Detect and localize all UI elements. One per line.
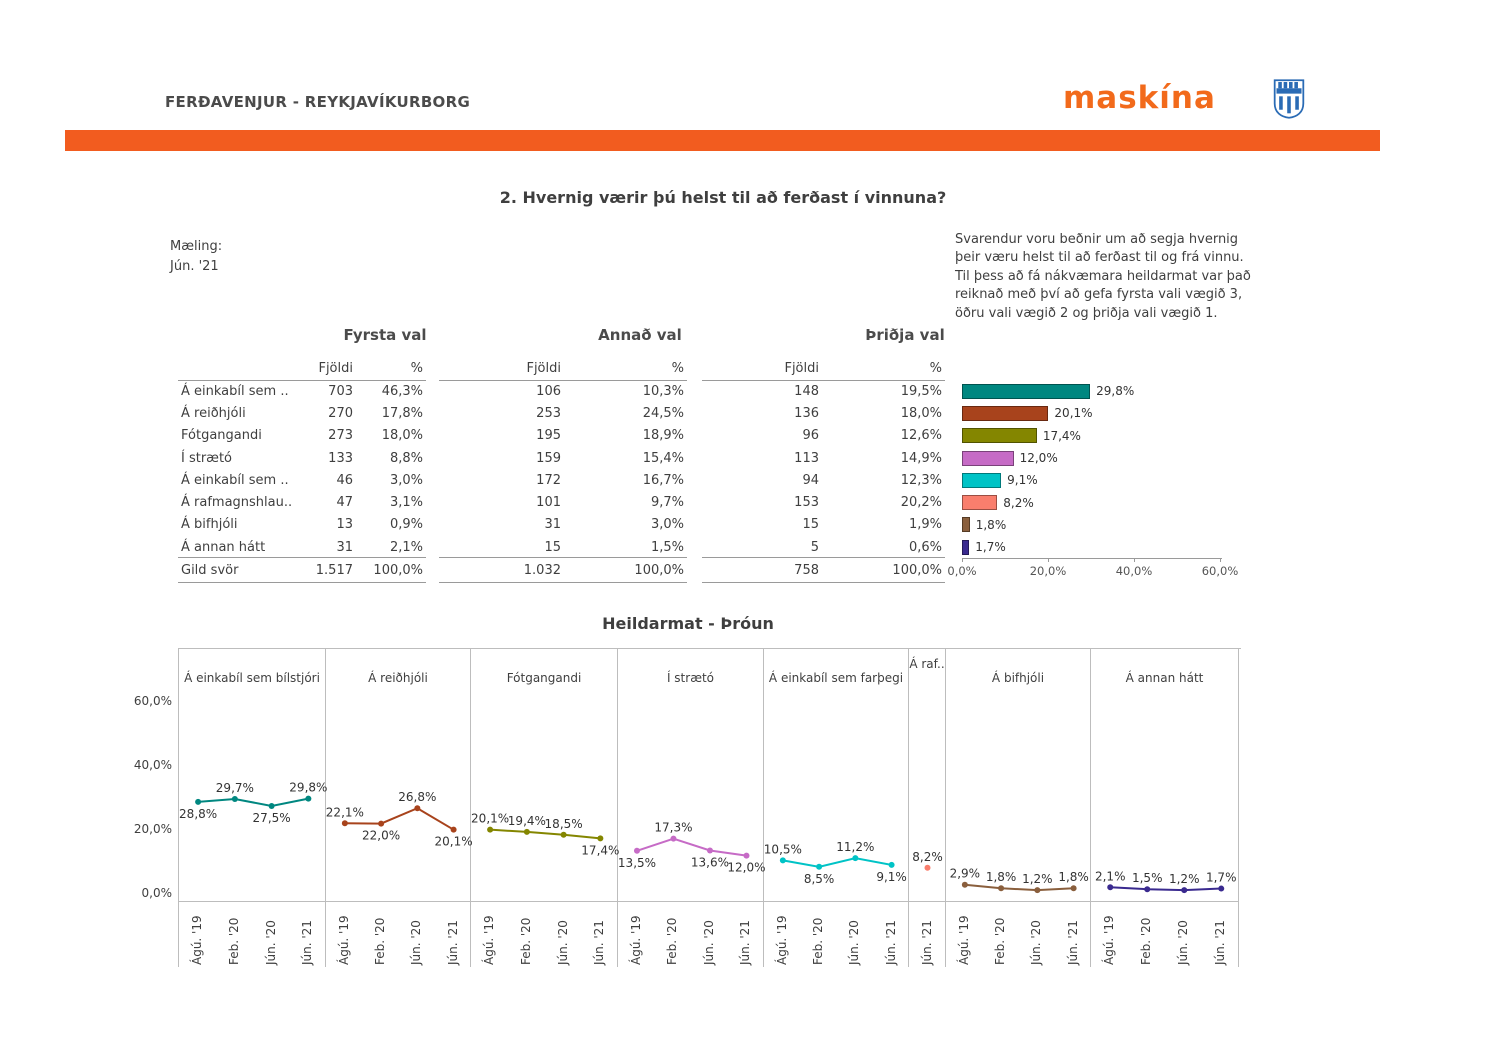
bar-rows (962, 380, 1274, 558)
group-header-third-choice: Þriðja val (865, 326, 945, 344)
empty-cell (178, 357, 308, 381)
table-grid (178, 357, 948, 582)
data-point (707, 847, 713, 853)
x-axis-line (764, 901, 908, 902)
x-axis-tick-label: 40,0% (1115, 564, 1153, 578)
weighted-bar-chart (947, 380, 1274, 595)
trend-section-title: Heildarmat - Þróun (602, 614, 774, 633)
row-label: Í strætó (181, 450, 232, 466)
x-axis-label: Jún. '21 (1213, 920, 1228, 965)
second-choice-count: 1.032 (439, 557, 564, 583)
report-title: FERÐAVENJUR - REYKJAVÍKURBORG (165, 93, 471, 111)
first-choice-pct: 8,8% (389, 450, 423, 466)
column-gap (426, 469, 439, 491)
column-gap (426, 447, 439, 469)
data-point (1218, 886, 1224, 892)
bar (962, 384, 1090, 399)
x-axis-line (179, 901, 325, 902)
bar-value-label: 12,0% (1019, 451, 1058, 466)
panel-title: Á einkabíl sem farþegi (768, 671, 904, 685)
third-choice-count: 148 (794, 383, 819, 399)
data-point (1071, 885, 1077, 891)
column-gap (426, 536, 439, 558)
first-choice-pct: 2,1% (389, 539, 423, 555)
x-axis-line (471, 901, 617, 902)
point-value-label: 28,8% (179, 806, 218, 821)
data-point (269, 803, 275, 809)
x-axis-label: Feb. '20 (226, 917, 241, 965)
x-axis-label: Jún. '20 (1029, 920, 1044, 965)
bar-chart-axis-line (962, 558, 1222, 559)
second-choice-pct: 24,5% (642, 405, 684, 421)
data-point (998, 885, 1004, 891)
data-point (232, 796, 238, 802)
trend-panel (326, 649, 471, 967)
third-choice-count: 153 (794, 495, 819, 511)
first-choice-pct: 3,0% (389, 472, 423, 488)
third-choice-pct: 14,9% (900, 450, 942, 466)
row-label: Á einkabíl sem .. (181, 472, 289, 488)
second-choice-pct: 10,3% (642, 383, 684, 399)
third-choice-count: 15 (802, 517, 819, 533)
point-value-label: 2,9% (949, 866, 981, 881)
bar-row (962, 447, 1274, 469)
column-header-pct: % (564, 357, 687, 381)
first-choice-count: 1.517 (308, 557, 356, 583)
second-choice-count: 159 (536, 450, 561, 466)
second-choice-count: 31 (544, 517, 561, 533)
point-value-label: 1,7% (1205, 870, 1237, 885)
data-point (1144, 886, 1150, 892)
column-gap (687, 357, 702, 380)
data-point (743, 853, 749, 859)
point-value-label: 22,1% (325, 805, 364, 820)
third-choice-count: 5 (810, 539, 819, 555)
x-axis-label: Jún. '20 (847, 920, 862, 965)
data-point (816, 864, 822, 870)
first-choice-count: 273 (328, 428, 353, 444)
y-axis-tick-label: 20,0% (133, 822, 172, 836)
x-axis-line (618, 901, 763, 902)
third-choice-pct: 12,6% (900, 428, 942, 444)
y-axis-tick-label: 60,0% (133, 694, 172, 708)
first-choice-count: 31 (336, 539, 353, 555)
point-value-label: 17,4% (581, 843, 620, 858)
group-header-first-choice: Fyrsta val (343, 326, 427, 344)
y-axis-tick-label: 40,0% (133, 758, 172, 772)
panel-title: Á einkabíl sem bílstjóri (184, 671, 320, 685)
column-gap (426, 425, 439, 447)
data-point (378, 821, 384, 827)
first-choice-pct: 3,1% (389, 495, 423, 511)
point-value-label: 1,2% (1168, 872, 1200, 887)
point-value-label: 20,1% (434, 834, 473, 849)
point-value-label: 26,8% (398, 790, 437, 805)
measurement-value: Jún. '21 (170, 258, 219, 274)
point-value-label: 19,4% (507, 813, 546, 828)
point-value-label: 1,8% (1058, 870, 1089, 885)
table-row (178, 447, 948, 469)
x-axis-label: Ágú. '19 (190, 915, 205, 965)
second-choice-count: 101 (536, 495, 561, 511)
bar-row (962, 491, 1274, 513)
data-point (962, 882, 968, 888)
panel-title: Á bifhjóli (991, 671, 1045, 685)
row-label: Á reiðhjóli (181, 405, 246, 421)
trend-line-plot (471, 649, 618, 901)
third-choice-pct: 18,0% (900, 405, 942, 421)
x-axis-tick-label: 20,0% (1029, 564, 1067, 578)
trend-line-plot (618, 649, 764, 901)
description-text: Svarendur voru beðnir um að segja hvernig þeir væru helst til að ferðast til og frá vinnu. Til þess að fá nákvæmara heildarmat var það reiknað með því að gefa fyrsta vali vægið 3, öðru vali vægið 2 og þriðja vali vægið 1. (955, 232, 1251, 321)
x-axis-label: Jún. '21 (919, 920, 934, 965)
question-title: 2. Hvernig værir þú helst til að ferðast í vinnuna? (499, 188, 947, 207)
first-choice-count: 47 (336, 495, 353, 511)
axis-tick (962, 558, 963, 562)
trend-line-plot (326, 649, 471, 901)
second-choice-pct: 18,9% (642, 428, 684, 444)
first-choice-pct: 100,0% (356, 557, 426, 583)
table-row (178, 536, 948, 558)
x-axis-label: Feb. '20 (1139, 917, 1154, 965)
table-row (178, 425, 948, 447)
point-value-label: 9,1% (876, 869, 907, 884)
column-gap (426, 357, 439, 380)
point-value-label: 2,1% (1094, 869, 1126, 884)
point-value-label: 29,8% (289, 780, 328, 795)
column-gap (426, 491, 439, 513)
trend-panel (946, 649, 1091, 967)
data-point (670, 836, 676, 842)
x-axis-line (946, 901, 1090, 902)
data-point (342, 820, 348, 826)
table-body (178, 380, 948, 582)
third-choice-pct: 19,5% (900, 383, 942, 399)
trend-panel (909, 649, 946, 967)
column-gap (426, 380, 439, 402)
trend-line-plot (909, 649, 946, 901)
column-header-pct: % (822, 357, 945, 381)
data-point (524, 829, 530, 835)
table-row (178, 402, 948, 424)
second-choice-pct: 9,7% (650, 495, 684, 511)
data-point (634, 848, 640, 854)
point-value-label: 18,5% (544, 816, 583, 831)
column-header-pct: % (356, 357, 426, 381)
x-axis-label: Jún. '21 (738, 920, 753, 965)
x-axis-label: Jún. '21 (445, 920, 460, 965)
third-choice-pct: 20,2% (900, 495, 942, 511)
data-point (305, 796, 311, 802)
point-value-label: 8,5% (803, 871, 835, 886)
column-header-count: Fjöldi (308, 357, 356, 381)
point-value-label: 1,8% (985, 870, 1017, 885)
trend-line (637, 839, 747, 856)
measurement-block (170, 237, 222, 276)
point-value-label: 22,0% (362, 828, 401, 843)
x-axis-label: Jún. '20 (1176, 920, 1191, 965)
second-choice-pct: 100,0% (564, 557, 687, 583)
trend-line (965, 885, 1074, 890)
axis-tick (1134, 558, 1135, 562)
trend-panel (764, 649, 909, 967)
column-header-count: Fjöldi (439, 357, 564, 381)
maskina-logo: maskína (1063, 80, 1216, 116)
bar-value-label: 1,8% (975, 517, 1007, 532)
second-choice-count: 253 (536, 405, 561, 421)
x-axis-tick-label: 0,0% (947, 564, 977, 578)
data-point (1181, 887, 1187, 893)
third-choice-count: 96 (802, 428, 819, 444)
table-row (178, 380, 948, 402)
point-value-label: 20,1% (471, 811, 510, 826)
panel-title: Á reiðhjóli (368, 671, 428, 685)
point-value-label: 11,2% (836, 840, 875, 855)
point-value-label: 1,5% (1131, 871, 1163, 886)
bar-row (962, 380, 1274, 402)
row-label: Gild svör (178, 557, 308, 583)
data-point (780, 857, 786, 863)
data-point (414, 805, 420, 811)
table-row (178, 491, 948, 513)
x-axis-label: Feb. '20 (373, 917, 388, 965)
data-point (487, 827, 493, 833)
second-choice-pct: 15,4% (642, 450, 684, 466)
column-gap (426, 558, 439, 582)
panel-title: Á raf.. (909, 657, 945, 671)
trend-line-plot (179, 649, 326, 901)
point-value-label: 29,7% (215, 780, 254, 795)
third-choice-count: 113 (794, 450, 819, 466)
column-gap (687, 447, 702, 469)
trend-panel (179, 649, 326, 967)
third-choice-pct: 12,3% (900, 472, 942, 488)
x-axis-line (1091, 901, 1238, 902)
second-choice-pct: 16,7% (642, 472, 684, 488)
point-value-label: 12,0% (727, 860, 766, 875)
x-axis-label: Feb. '20 (811, 917, 826, 965)
data-point (597, 835, 603, 841)
column-gap (687, 536, 702, 558)
third-choice-count: 758 (702, 557, 822, 583)
x-axis-line (326, 901, 470, 902)
x-axis-label: Jún. '21 (1065, 920, 1080, 965)
first-choice-pct: 46,3% (381, 383, 423, 399)
second-choice-count: 15 (544, 539, 561, 555)
x-axis-label: Feb. '20 (665, 917, 680, 965)
group-header-second-choice: Annað val (598, 326, 682, 344)
bar-value-label: 8,2% (1003, 495, 1034, 510)
trend-chart (178, 648, 1241, 967)
trend-panel (1091, 649, 1239, 967)
first-choice-count: 13 (336, 517, 353, 533)
row-label: Á bifhjóli (181, 517, 238, 533)
panel-title: Fótgangandi (506, 671, 582, 685)
axis-tick (1048, 558, 1049, 562)
x-axis-label: Jún. '21 (592, 920, 607, 965)
x-axis-label: Jún. '20 (701, 920, 716, 965)
bar-value-label: 17,4% (1042, 428, 1081, 443)
x-axis-label: Ágú. '19 (628, 915, 643, 965)
third-choice-pct: 0,6% (908, 539, 942, 555)
point-value-label: 8,2% (912, 849, 943, 864)
bar-value-label: 29,8% (1096, 384, 1135, 399)
table-row (178, 469, 948, 491)
trend-line (1110, 887, 1221, 890)
bar (962, 473, 1001, 488)
axis-tick (1220, 558, 1221, 562)
second-choice-count: 172 (536, 472, 561, 488)
measurement-caption: Mæling: (170, 239, 223, 254)
bar-row (962, 536, 1274, 558)
choice-table (178, 326, 948, 582)
column-gap (687, 558, 702, 582)
trend-panel (471, 649, 618, 967)
first-choice-pct: 18,0% (381, 428, 423, 444)
column-gap (687, 402, 702, 424)
data-point (925, 865, 931, 871)
column-gap (426, 514, 439, 536)
trend-line-plot (946, 649, 1091, 901)
row-label: Á annan hátt (181, 539, 266, 555)
column-gap (687, 491, 702, 513)
x-axis-label: Feb. '20 (993, 917, 1008, 965)
column-gap (687, 425, 702, 447)
column-header-count: Fjöldi (702, 357, 822, 381)
data-point (852, 855, 858, 861)
orange-divider (65, 130, 1380, 151)
trend-line-plot (1091, 649, 1239, 901)
data-point (1034, 887, 1040, 893)
y-axis-tick-label: 0,0% (141, 886, 172, 900)
bar (962, 495, 997, 510)
first-choice-count: 133 (328, 450, 353, 466)
first-choice-count: 703 (328, 383, 353, 399)
first-choice-pct: 17,8% (381, 405, 423, 421)
third-choice-pct: 1,9% (908, 517, 942, 533)
trend-y-axis (128, 648, 174, 966)
x-axis-label: Jún. '21 (300, 920, 315, 965)
x-axis-label: Feb. '20 (518, 917, 533, 965)
data-point (1107, 884, 1113, 890)
point-value-label: 10,5% (763, 842, 802, 857)
column-gap (687, 469, 702, 491)
second-choice-pct: 1,5% (650, 539, 684, 555)
trend-line (490, 830, 600, 839)
panel-title: Í strætó (666, 671, 715, 685)
reykjavik-shield-icon (1272, 76, 1306, 122)
bar (962, 406, 1048, 421)
panel-title: Á annan hátt (1125, 671, 1204, 685)
column-gap (426, 402, 439, 424)
bar-value-label: 1,7% (975, 540, 1006, 555)
first-choice-count: 46 (336, 472, 353, 488)
x-axis-label: Jún. '20 (263, 920, 278, 965)
bar-row (962, 469, 1274, 491)
x-axis-label: Ágú. '19 (482, 915, 497, 965)
bar-value-label: 20,1% (1054, 406, 1093, 421)
table-row (178, 514, 948, 536)
trend-line (783, 858, 892, 867)
bar (962, 540, 969, 555)
column-gap (687, 514, 702, 536)
row-label: Á rafmagnshlau.. (181, 495, 293, 511)
x-axis-label: Jún. '20 (555, 920, 570, 965)
bar (962, 428, 1037, 443)
x-axis-label: Jún. '20 (409, 920, 424, 965)
x-axis-tick-label: 60,0% (1201, 564, 1239, 578)
point-value-label: 13,5% (617, 855, 657, 870)
trend-panel (618, 649, 764, 967)
data-point (195, 799, 201, 805)
second-choice-count: 195 (536, 428, 561, 444)
third-choice-count: 94 (802, 472, 819, 488)
table-row (178, 558, 948, 582)
second-choice-pct: 3,0% (650, 517, 684, 533)
trend-line (198, 799, 308, 806)
bar-row (962, 514, 1274, 536)
first-choice-count: 270 (328, 405, 353, 421)
trend-line-plot (764, 649, 909, 901)
bar-value-label: 9,1% (1007, 473, 1038, 488)
third-choice-pct: 100,0% (822, 557, 945, 583)
row-label: Fótgangandi (181, 428, 262, 444)
bar (962, 517, 970, 532)
point-value-label: 1,2% (1022, 872, 1053, 887)
data-point (451, 827, 457, 833)
point-value-label: 17,3% (654, 820, 693, 835)
bar (962, 451, 1014, 466)
x-axis-label: Ágú. '19 (336, 915, 351, 965)
x-axis-label: Ágú. '19 (1102, 915, 1117, 965)
data-point (889, 862, 895, 868)
third-choice-count: 136 (794, 405, 819, 421)
x-axis-label: Jún. '21 (883, 920, 898, 965)
x-axis-label: Ágú. '19 (956, 915, 971, 965)
x-axis-line (909, 901, 945, 902)
x-axis-label: Ágú. '19 (774, 915, 789, 965)
point-value-label: 27,5% (252, 811, 291, 825)
data-point (561, 832, 567, 838)
row-label: Á einkabíl sem .. (181, 383, 289, 399)
first-choice-pct: 0,9% (389, 517, 423, 533)
bar-row (962, 425, 1274, 447)
point-value-label: 13,6% (690, 855, 730, 870)
column-gap (687, 380, 702, 402)
second-choice-count: 106 (536, 383, 561, 399)
bar-row (962, 402, 1274, 424)
table-subheader-row (178, 357, 948, 380)
